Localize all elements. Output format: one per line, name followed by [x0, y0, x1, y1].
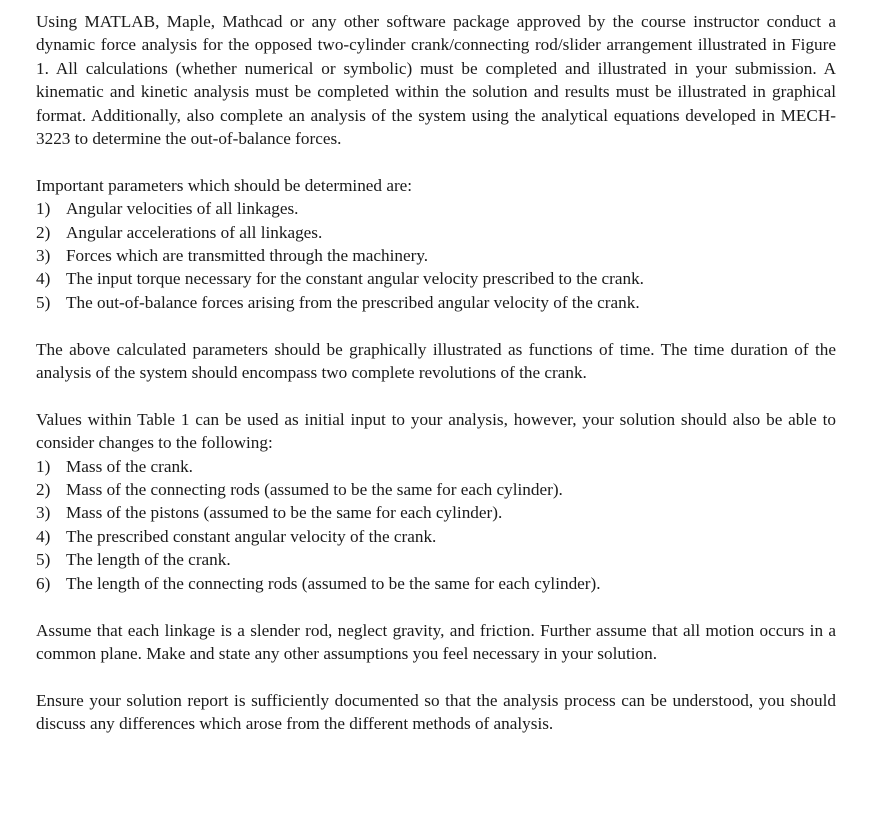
- parameters-list: [36, 197, 836, 314]
- list-item-number: 4): [36, 526, 51, 546]
- list-item-number: 4): [36, 269, 51, 289]
- parameters-heading: Important parameters which should be determined are:: [36, 175, 413, 195]
- list-item-text: Mass of the connecting rods (assumed to be the same for each cylinder).: [66, 480, 563, 500]
- list-item-number: 3): [36, 503, 51, 523]
- list-item-text: The length of the connecting rods (assumed to be the same for each cylinder).: [66, 573, 601, 593]
- list-item-number: 6): [36, 573, 51, 593]
- list-item: [36, 478, 836, 501]
- list-item-number: 5): [36, 292, 51, 312]
- documentation-paragraph: Ensure your solution report is sufficiently documented so that the analysis process can be understood, you should discuss any differences which arose from the different methods of analysis.: [36, 690, 836, 734]
- list-item: [36, 501, 836, 524]
- list-item: [36, 221, 836, 244]
- list-item-number: 2): [36, 480, 51, 500]
- list-item: [36, 197, 836, 220]
- assumptions-paragraph: Assume that each linkage is a slender rod, neglect gravity, and friction. Further assume that all motion occurs in a common plane. Make and state any other assumptions you feel necessary in your solution.: [36, 620, 836, 663]
- list-item-text: The out-of-balance forces arising from the prescribed angular velocity of the crank.: [66, 292, 640, 312]
- list-item-text: The input torque necessary for the constant angular velocity prescribed to the crank.: [66, 269, 644, 289]
- list-item: [36, 267, 836, 290]
- changes-list: [36, 455, 836, 595]
- list-item-text: Forces which are transmitted through the machinery.: [66, 246, 429, 266]
- graphical-paragraph: The above calculated parameters should be graphically illustrated as functions of time. The time duration of the analysis of the system should encompass two complete revolutions of the crank.: [36, 339, 836, 383]
- intro-paragraph: Using MATLAB, Maple, Mathcad or any other software package approved by the course instructor conduct a dynamic force analysis for the opposed two-cylinder crank/connecting rod/slider arrangement illustrated in Figure 1. All calculations (whether numerical or symbolic) must be completed and illustrated in your submission. A kinematic and kinetic analysis must be completed within the solution and results must be illustrated in graphical format. Additionally, also complete an analysis of the system using the analytical equations developed in MECH-3223 to determine the out-of-balance forces.: [36, 12, 836, 149]
- list-item-number: 1): [36, 456, 51, 476]
- list-item: [36, 572, 836, 595]
- list-item-text: Mass of the crank.: [66, 456, 193, 476]
- list-item: [36, 244, 836, 267]
- paragraph-gap: [36, 595, 836, 618]
- list-item: [36, 291, 836, 314]
- list-item-number: 3): [36, 246, 51, 266]
- list-item: [36, 455, 836, 478]
- paragraph-gap: [36, 665, 836, 688]
- paragraph-gap: [36, 150, 836, 173]
- list-item-text: The length of the crank.: [66, 550, 231, 570]
- changes-heading: Values within Table 1 can be used as initial input to your analysis, however, your solution should also be able to consider changes to the following:: [36, 409, 836, 453]
- list-item-number: 2): [36, 222, 51, 242]
- paragraph-gap: [36, 384, 836, 407]
- list-item-number: 1): [36, 199, 51, 219]
- list-item: [36, 548, 836, 571]
- list-item-text: Mass of the pistons (assumed to be the same for each cylinder).: [66, 503, 503, 523]
- list-item-text: Angular velocities of all linkages.: [66, 199, 299, 219]
- list-item-text: The prescribed constant angular velocity of the crank.: [66, 526, 437, 546]
- list-item: [36, 525, 836, 548]
- list-item-number: 5): [36, 550, 51, 570]
- paragraph-gap: [36, 314, 836, 337]
- document-page: [36, 10, 836, 736]
- list-item-text: Angular accelerations of all linkages.: [66, 222, 323, 242]
